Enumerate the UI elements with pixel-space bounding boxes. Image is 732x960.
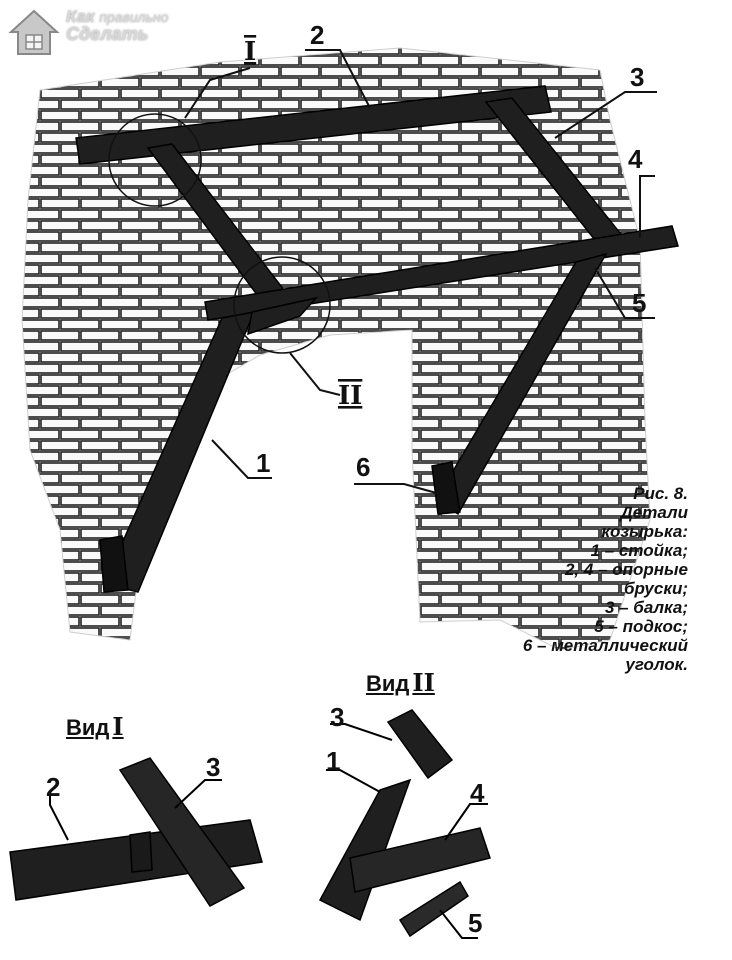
label-2: 2 [310, 20, 325, 50]
label-1: 1 [256, 448, 271, 478]
view2-label-3: 3 [330, 702, 345, 732]
view-marker-2: II [338, 381, 363, 411]
view-2-title [366, 668, 435, 697]
view-1-title [66, 712, 124, 741]
view2-strut-5 [400, 882, 468, 936]
watermark-text [66, 8, 168, 43]
view-2-detail [320, 702, 490, 938]
view-2-title-num: II [412, 668, 435, 697]
caption-line: уголок. [625, 655, 688, 674]
figure-caption [448, 484, 688, 674]
view2-label-1: 1 [326, 746, 341, 776]
view-1-title-word: Вид [66, 715, 110, 740]
view1-label-3: 3 [206, 752, 221, 782]
label-4: 4 [628, 144, 643, 174]
house-logo-icon [8, 8, 60, 60]
label-3: 3 [630, 62, 645, 92]
view-2-title-word: Вид [366, 671, 410, 696]
view2-label-5: 5 [468, 908, 483, 938]
caption-line: козырька: [601, 522, 688, 541]
caption-line: бруски; [623, 579, 688, 598]
caption-line: Детали [620, 503, 688, 522]
view2-label-4: 4 [470, 778, 485, 808]
label-5: 5 [632, 288, 647, 318]
caption-line: Рис. 8. [633, 484, 688, 503]
view1-label-2: 2 [46, 772, 61, 802]
leader-view2 [290, 353, 340, 395]
caption-line: 6 – металлический [522, 636, 688, 655]
caption-line: 2, 4 – опорные [564, 560, 688, 579]
view-1-detail [10, 752, 262, 906]
caption-line: 5 – подкос; [594, 617, 688, 636]
view-1-title-num: I [112, 712, 124, 741]
label-6: 6 [356, 452, 371, 482]
view1-block [130, 832, 152, 872]
watermark-word-sdelat: Сделать [66, 24, 149, 44]
caption-line: 3 – балка; [604, 598, 688, 617]
view-marker-1: I [244, 37, 257, 67]
watermark-word-kak: Как [66, 7, 95, 26]
watermark-word-pravilno: правильно [99, 9, 169, 25]
site-watermark [8, 8, 168, 60]
view2-beam-3 [388, 710, 452, 778]
caption-line: 1 – стойка; [590, 541, 688, 560]
